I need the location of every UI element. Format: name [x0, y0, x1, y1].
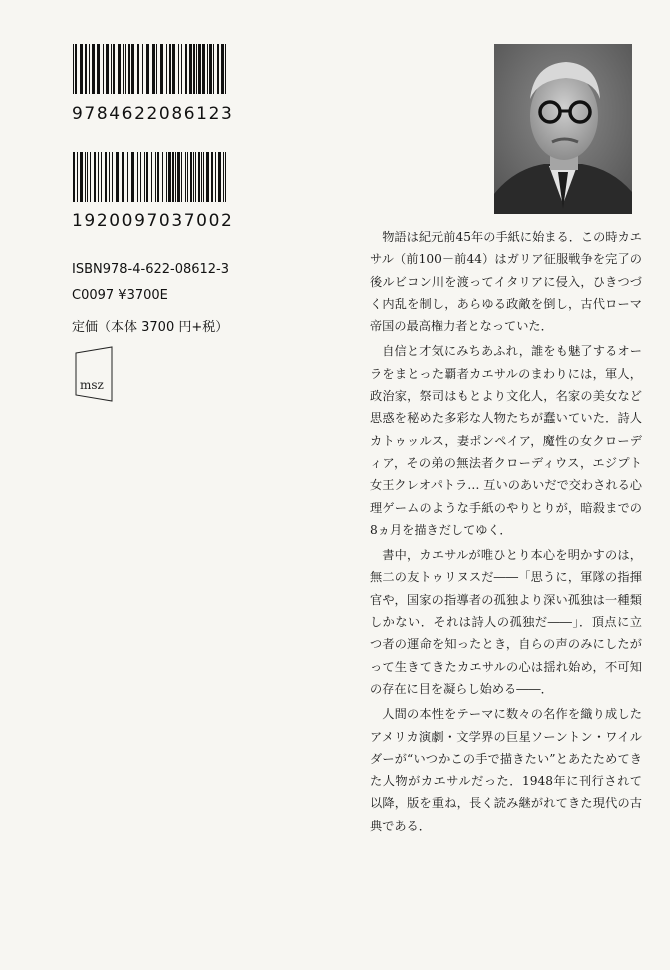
book-description [370, 226, 642, 840]
isbn-text: ISBN978-4-622-08612-3 [72, 262, 230, 277]
price-barcode-digits: 1920097037002 [72, 211, 234, 231]
description-paragraph-4: 人間の本性をテーマに数々の名作を織り成したアメリカ演劇・文学界の巨星ソーントン・ワイルダーが“いつかこの手で描きたい”とあたためてきた人物がカエサルだった．1948年に刊行されて以降，版を重ね，長く読み継がれてきた現代の古典である． [370, 707, 642, 833]
publisher-logo-text: msz [80, 378, 104, 392]
description-paragraph-2: 自信と才気にみちあふれ，誰をも魅了するオーラをまとった覇者カエサルのまわりには，軍人，政治家，祭司はもとより文化人，名家の美女など思惑を秘めた多彩な人物たちが蠢いていた．詩人カトゥッルス，妻ポンペイア，魔性の女クローディア，その弟の無法者クローディウス，エジプト女王クレオパトラ… 互いのあいだで交わされる心理ゲームのような手紙のやりとりが，暗殺までの8ヵ月を描きだしてゆく． [370, 344, 642, 537]
description-paragraph-1: 物語は紀元前45年の手紙に始まる．この時カエサル（前100－前44）はガリア征服戦争を完了の後ルビコン川を渡ってイタリアに侵入，ひきつづく内乱を制し，あらゆる政敵を倒し，古代ローマ帝国の最高権力者となっていた． [370, 230, 642, 334]
author-photo [494, 44, 632, 214]
publisher-logo-icon [74, 345, 114, 403]
author-portrait-icon [494, 44, 632, 214]
price-barcode [73, 152, 229, 202]
isbn-barcode-digits: 9784622086123 [72, 104, 234, 124]
description-paragraph-3: 書中，カエサルが唯ひとり本心を明かすのは，無二の友トゥリヌスだ――「思うに，軍隊の指揮官や，国家の指導者の孤独より深い孤独は一種類しかない．それは詩人の孤独だ――」．頂点に立つ者の運命を知ったとき，自らの声のみにしたがって生きてきたカエサルの心は揺れ始め，不可知の存在に目を凝らし始める――． [370, 548, 642, 696]
classification-code: C0097 ¥3700E [72, 288, 168, 303]
isbn-barcode [73, 44, 229, 94]
price-text: 定価（本体 3700 円+税） [72, 320, 229, 335]
